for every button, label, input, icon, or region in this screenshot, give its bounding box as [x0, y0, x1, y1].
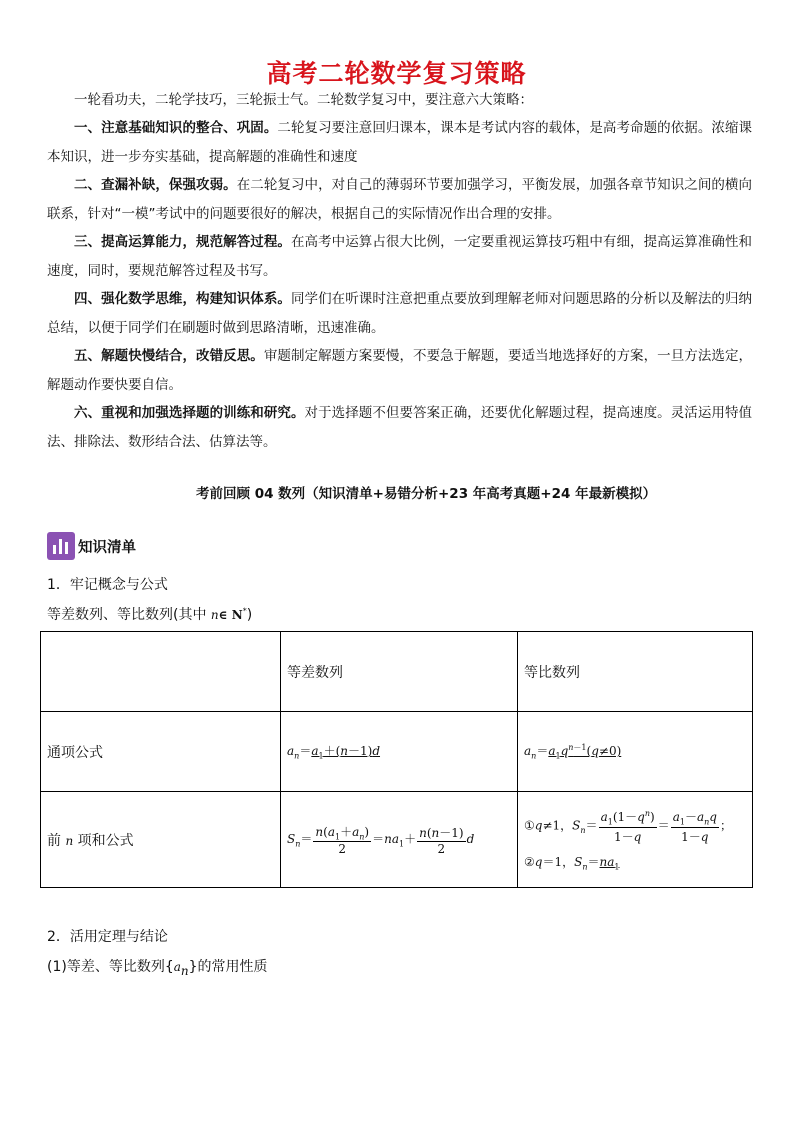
- strategy-body: 对于选择题不但要答案正确，还要优化解题过程，提高速度。灵活运用特值法、排除法、数形结合法、估算法等。: [47, 405, 753, 450]
- strategy-body: 二轮复习要注意回归课本，课本是考试内容的载体，是高考命题的依据。浓缩课本知识，进一步夯实基础，提高解题的准确性和速度: [47, 120, 753, 165]
- strategy-body: 在高考中运算占很大比例，一定要重视运算技巧粗中有细，提高运算准确性和速度，同时，要规范解答过程及书写。: [47, 234, 753, 279]
- table-row: [41, 792, 753, 888]
- geometric-sum-formula: [518, 792, 753, 888]
- row-header-sum: 前 n 项和公式: [41, 792, 281, 888]
- strategy-heading: 二、查漏补缺，保强攻弱。: [74, 177, 237, 193]
- bar-chart-icon: [47, 532, 75, 560]
- strategy-heading: 一、注意基础知识的整合、巩固。: [74, 120, 278, 136]
- table-caption: 等差数列、等比数列(其中 n∈ N*): [47, 606, 253, 623]
- section-heading-2: 2．活用定理与结论: [47, 929, 168, 945]
- strategy-3: [47, 228, 752, 285]
- strategy-body: 同学们在听课时注意把重点要放到理解老师对问题思路的分析以及解法的归纳总结，以便于同学们在刷题时做到思路清晰，迅速准确。: [47, 291, 753, 336]
- knowledge-list-label: 知识清单: [78, 539, 136, 556]
- strategy-body: 审题制定解题方案要慢，不要急于解题，要适当地选择好的方案，一旦方法选定，解题动作要快要自信。: [47, 348, 753, 393]
- sequence-formula-table: [40, 631, 753, 888]
- strategy-heading: 四、强化数学思维，构建知识体系。: [74, 291, 291, 307]
- geometric-general-formula: $a_n=a_1q^{n-1}(q\ne 0)$: [518, 712, 753, 792]
- row-header-general-term: 通项公式: [41, 712, 281, 792]
- strategy-2: [47, 171, 752, 228]
- knowledge-list-header: [47, 532, 136, 560]
- section-heading-1: 1．牢记概念与公式: [47, 577, 168, 593]
- geometric-sum-case-1: ①q≠1，$S_n=$ $\frac{a_1(1-q^n)}{1-q}$ ＝ $\frac{a_1-a_nq}{1-q}$ ；: [524, 809, 732, 844]
- strategy-6: [47, 399, 752, 456]
- review-title: 考前回顾 04 数列（知识清单+易错分析+23 年高考真题+24 年最新模拟）: [196, 486, 657, 502]
- strategy-1: [47, 114, 752, 171]
- strategy-heading: 六、重视和加强选择题的训练和研究。: [74, 405, 305, 421]
- strategy-heading: 五、解题快慢结合，改错反思。: [74, 348, 264, 364]
- table-cell-empty: [41, 632, 281, 712]
- col-header-arithmetic: 等差数列: [281, 632, 518, 712]
- strategy-4: [47, 285, 752, 342]
- intro-paragraph: 一轮看功夫，二轮学技巧，三轮振士气。二轮数学复习中，要注意六大策略：: [74, 92, 533, 108]
- arithmetic-sum-formula: $S_n=$ $\frac{n(a_1+a_n)}{2}$ $=na_1+$ $\frac{n(n-1)}{2}$ d: [281, 792, 518, 888]
- col-header-geometric: 等比数列: [518, 632, 753, 712]
- arithmetic-general-formula: $a_n=a_1+(n-1)d$: [281, 712, 518, 792]
- strategy-5: [47, 342, 752, 399]
- geometric-sum-case-2: ②q＝1，$S_n=na_1$: [524, 854, 620, 871]
- table-row: [41, 632, 753, 712]
- page-title: 高考二轮数学复习策略: [266, 59, 527, 88]
- subsection-heading: (1)等差、等比数列$\{a_n\}$的常用性质: [47, 959, 268, 978]
- strategy-heading: 三、提高运算能力，规范解答过程。: [74, 234, 291, 250]
- table-row: [41, 712, 753, 792]
- strategy-body: 在二轮复习中，对自己的薄弱环节要加强学习，平衡发展，加强各章节知识之间的横向联系，针对“一模”考试中的问题要很好的解决，根据自己的实际情况作出合理的安排。: [47, 177, 752, 222]
